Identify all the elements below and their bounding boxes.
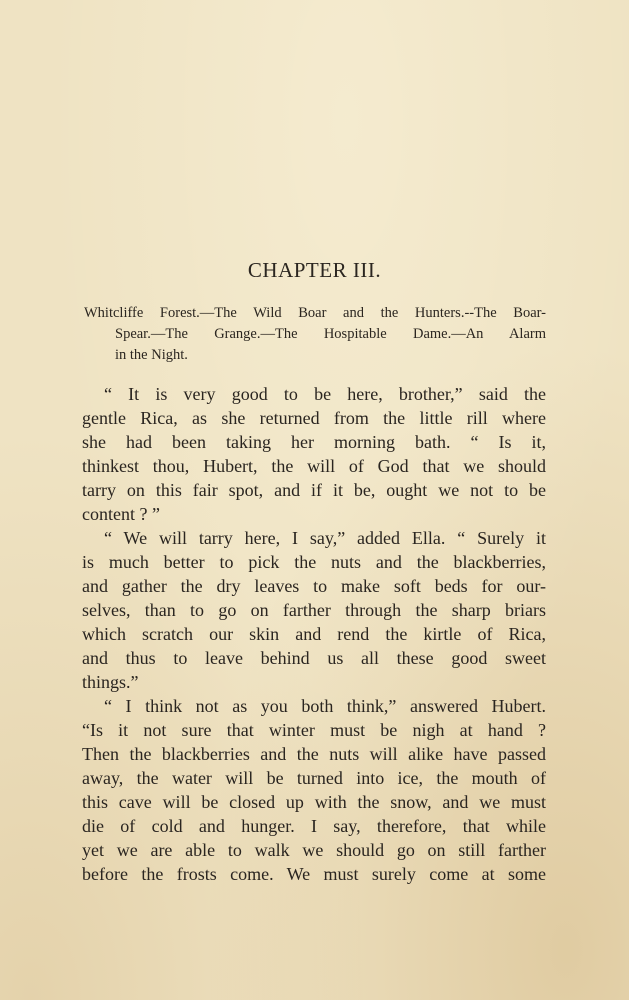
text-line: “ I think not as you both think,” answered Hubert.: [104, 696, 546, 716]
text-line: things.”: [82, 672, 139, 692]
summary-line: Whitcliffe Forest.—The Wild Boar and the Hunters.--The Boar-: [84, 305, 546, 321]
chapter-title: CHAPTER III.: [247, 258, 382, 282]
text-line: selves, than to go on farther through the sharp briars: [82, 600, 546, 620]
text-line: “Is it not sure that winter must be nigh at hand ?: [82, 720, 546, 740]
text-line: die of cold and hunger. I say, therefore, that while: [82, 816, 546, 836]
text-line: thinkest thou, Hubert, the will of God that we should: [82, 456, 546, 476]
text-line: away, the water will be turned into ice, the mouth of: [82, 768, 546, 788]
text-line: and thus to leave behind us all these good sweet: [82, 648, 546, 668]
chapter-summary: [84, 303, 546, 366]
text-line: gentle Rica, as she returned from the little rill where: [82, 408, 546, 428]
summary-line: in the Night.: [115, 347, 188, 363]
summary-line: Spear.—The Grange.—The Hospitable Dame.—An Alarm: [115, 326, 546, 342]
text-line: which scratch our skin and rend the kirtle of Rica,: [82, 624, 546, 644]
body-text: [82, 382, 546, 886]
text-line: “ We will tarry here, I say,” added Ella. “ Surely it: [104, 528, 546, 548]
text-line: is much better to pick the nuts and the blackberries,: [82, 552, 546, 572]
text-line: “ It is very good to be here, brother,” said the: [104, 384, 546, 404]
text-line: and gather the dry leaves to make soft beds for our-: [82, 576, 546, 596]
text-line: this cave will be closed up with the snow, and we must: [82, 792, 546, 812]
text-line: yet we are able to walk we should go on still farther: [82, 840, 546, 860]
text-line: content ? ”: [82, 504, 160, 524]
text-line: tarry on this fair spot, and if it be, ought we not to be: [82, 480, 546, 500]
text-line: before the frosts come. We must surely come at some: [82, 864, 546, 884]
text-line: Then the blackberries and the nuts will alike have passed: [82, 744, 546, 764]
text-line: she had been taking her morning bath. “ Is it,: [82, 432, 546, 452]
